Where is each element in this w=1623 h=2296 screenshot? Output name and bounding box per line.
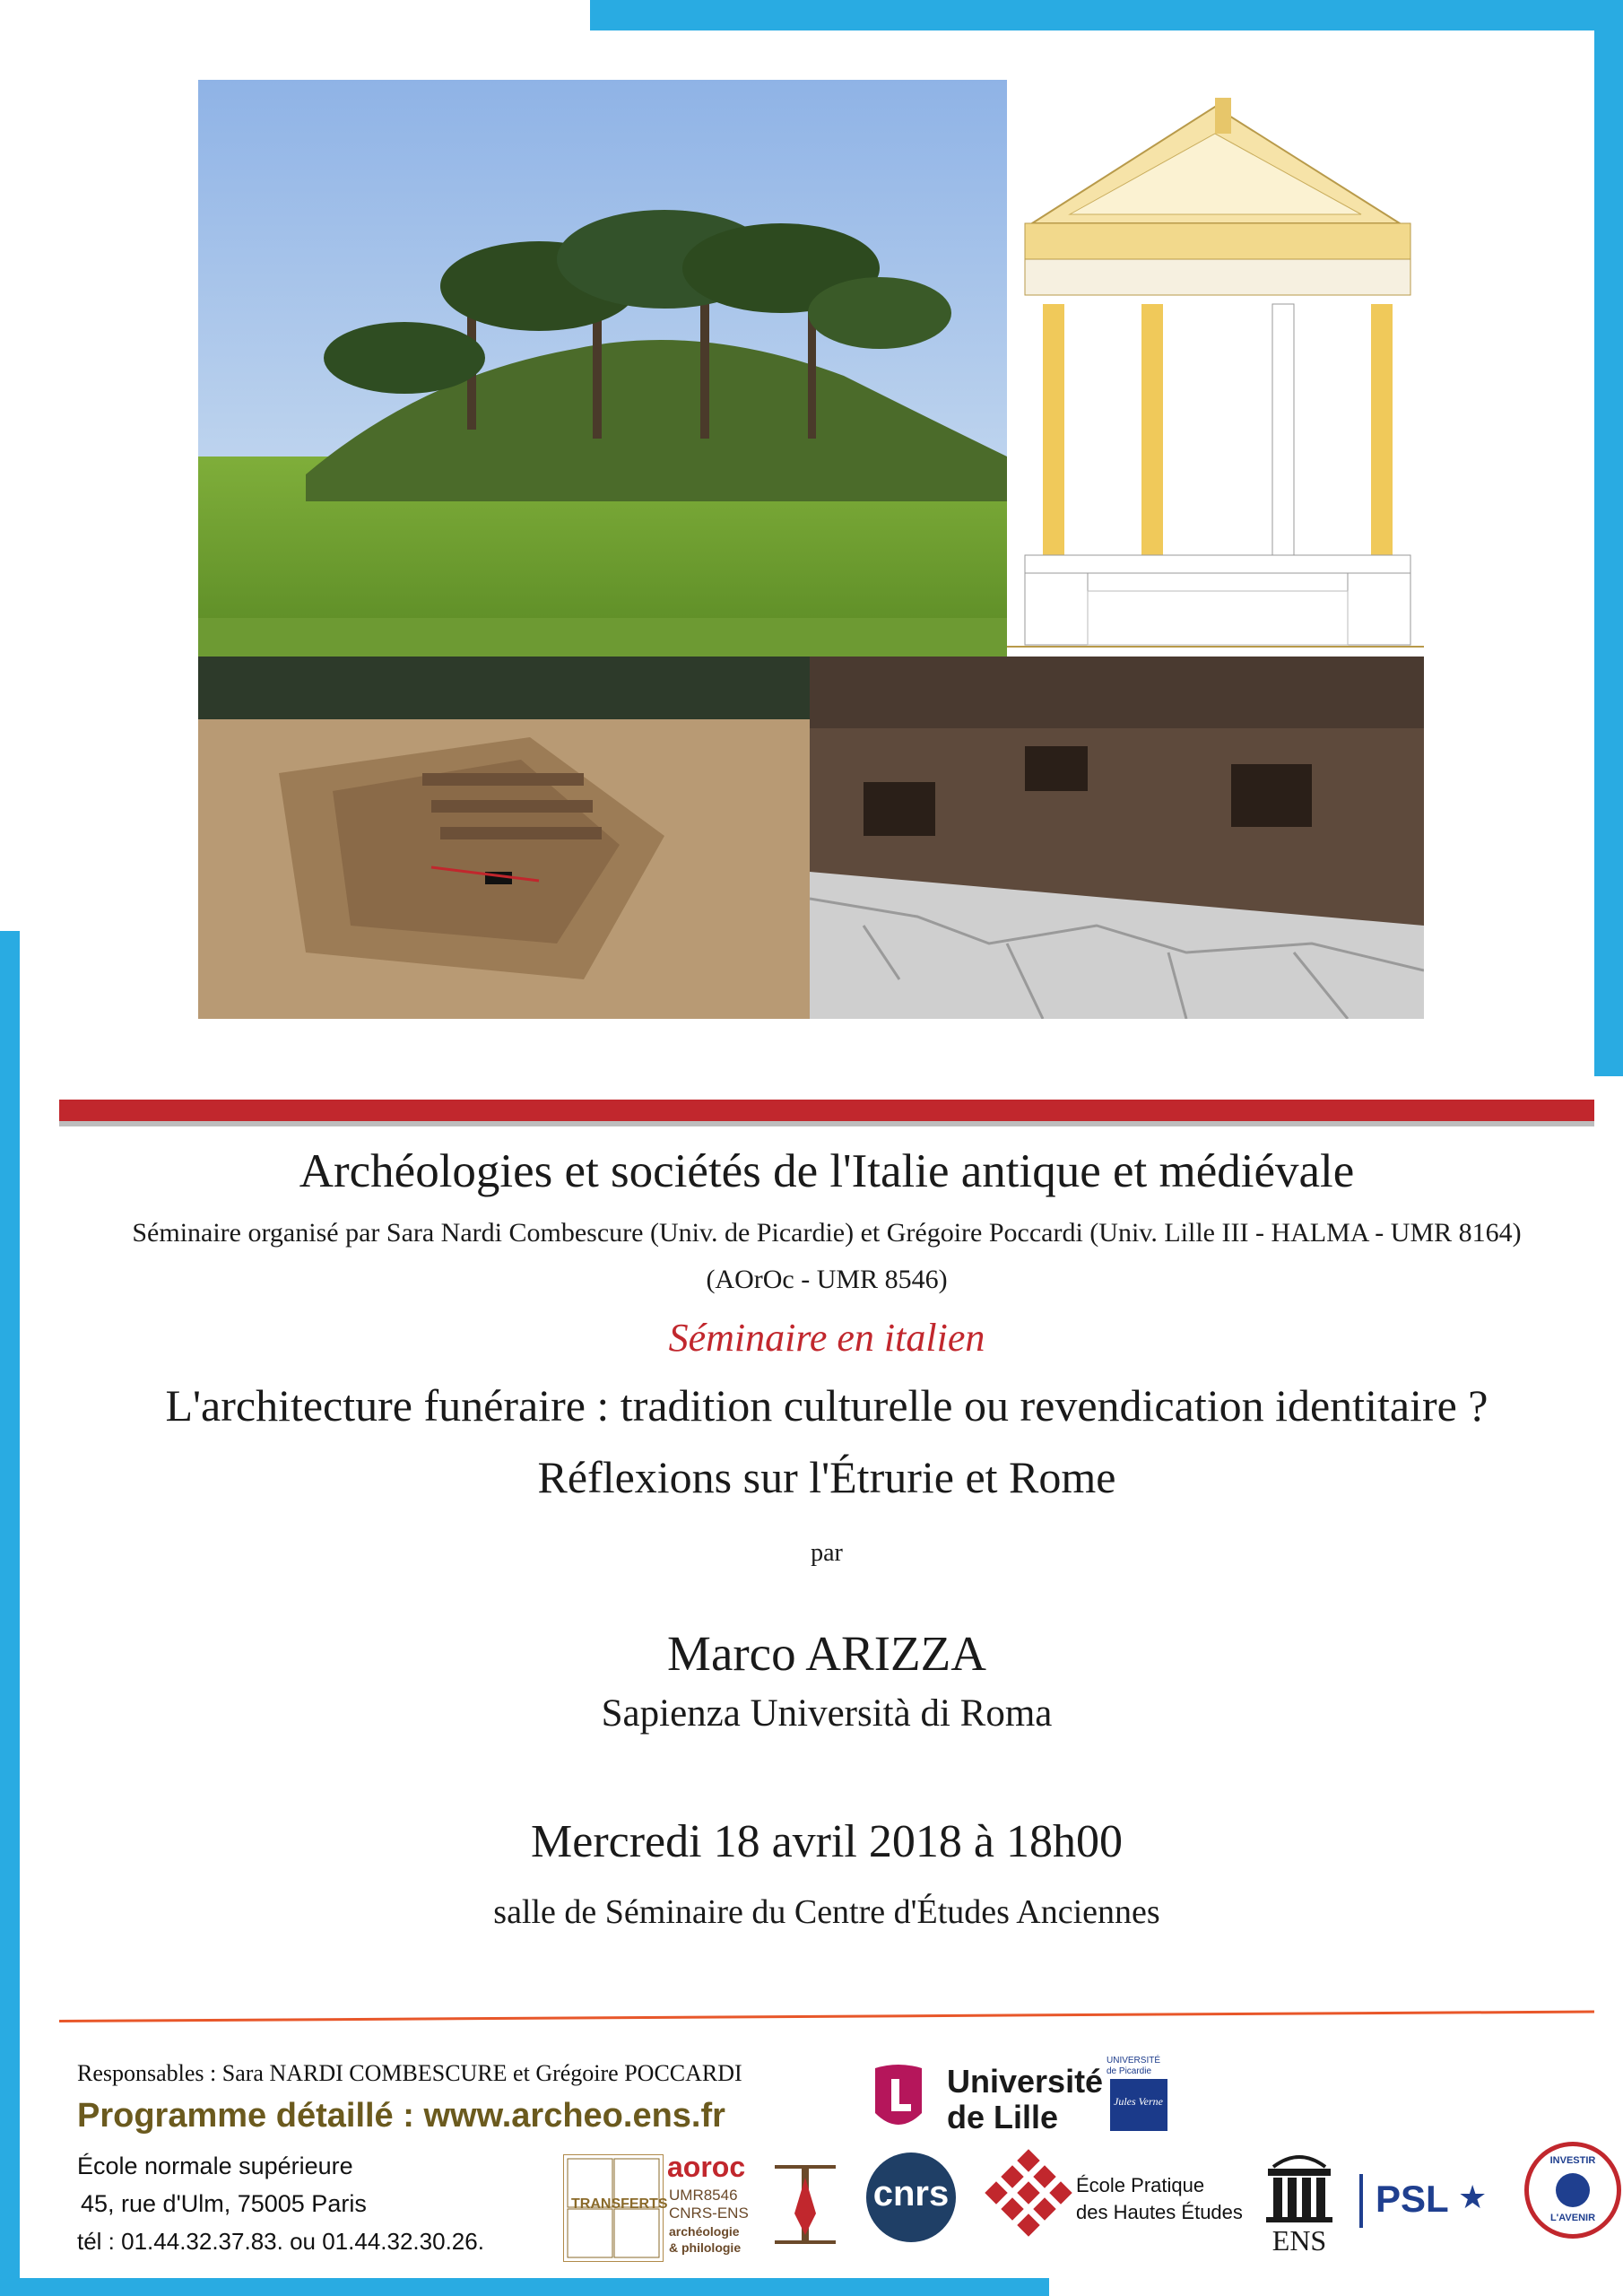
picardie-logo-line-1: UNIVERSITÉ: [1107, 2056, 1161, 2066]
investir-avenir-logo: [1524, 2142, 1621, 2239]
psl-star-icon: ★: [1458, 2179, 1488, 2216]
lille-logo-line-2: de Lille: [947, 2099, 1059, 2135]
section-rule-grey: [59, 1121, 1594, 1126]
ephe-logo-line-1: École Pratique: [1076, 2174, 1205, 2196]
landscape-photo: [198, 80, 1007, 657]
lille-logo-line-1: Université: [947, 2063, 1104, 2100]
ens-logo-text: ENS: [1271, 2224, 1327, 2257]
phone-numbers: tél : 01.44.32.37.83. ou 01.44.32.30.26.: [77, 2228, 484, 2255]
picardie-logo-line-2: de Picardie: [1107, 2066, 1152, 2076]
excavation-photo-1: [198, 657, 810, 1019]
aoroc-logo-name: aoroc: [667, 2151, 746, 2183]
ephe-logo-line-2: des Hautes Études: [1076, 2201, 1243, 2223]
temple-elevation-drawing: [1007, 80, 1424, 657]
universite-de-lille-logo: [872, 2061, 1104, 2138]
aoroc-logo-umr: UMR8546: [669, 2187, 738, 2204]
address-line-1: École normale supérieure: [77, 2152, 353, 2179]
ephe-emblem: [979, 2149, 1078, 2257]
picardie-logo-line-3: Jules Verne: [1114, 2095, 1163, 2108]
responsables-text: Responsables : Sara NARDI COMBESCURE et Grégoire POCCARDI: [77, 2060, 742, 2086]
frame-bottom-bar: [0, 2278, 1049, 2296]
talk-title-line-2: Réflexions sur l'Étrurie et Rome: [537, 1452, 1116, 1502]
frame-left-bar: [0, 931, 20, 2296]
event-date-time: Mercredi 18 avril 2018 à 18h00: [531, 1816, 1123, 1867]
aoroc-logo-cnrs-ens: CNRS-ENS: [669, 2205, 749, 2222]
footer-separator: [59, 2011, 1594, 2022]
aoroc-logo: [667, 2151, 762, 2266]
psl-divider: [1359, 2174, 1363, 2228]
series-title: Archéologies et sociétés de l'Italie antique et médiévale: [299, 1145, 1355, 1197]
transferts-logo: [563, 2154, 668, 2262]
investir-logo-portrait: [1556, 2173, 1590, 2207]
speaker-affiliation: Sapienza Università di Roma: [601, 1692, 1053, 1735]
talk-title-line-1: L'architecture funéraire : tradition culturelle ou revendication identitaire ?: [165, 1380, 1488, 1431]
transferts-logo-text: TRANSFERTS: [571, 2196, 668, 2212]
section-rule-red: [59, 1100, 1594, 1121]
cnrs-logo: [866, 2152, 956, 2242]
excavation-photo-2: [810, 657, 1424, 1019]
cnrs-logo-text: cnrs: [872, 2174, 950, 2213]
language-note: Séminaire en italien: [668, 1316, 985, 1360]
investir-logo-top: INVESTIR: [1549, 2155, 1596, 2166]
programme-link[interactable]: Programme détaillé : www.archeo.ens.fr: [77, 2097, 725, 2135]
psl-logo-text: PSL: [1376, 2178, 1449, 2220]
organizers-line-2: (AOrOc - UMR 8546): [706, 1265, 948, 1294]
frame-right-bar: [1594, 0, 1623, 1076]
universite-picardie-logo: [1107, 2056, 1173, 2136]
ens-logo: [1259, 2149, 1340, 2260]
event-venue: salle de Séminaire du Centre d'Études Anciennes: [493, 1893, 1160, 1931]
aoroc-logo-philologie: & philologie: [669, 2240, 742, 2255]
frame-top-bar: [590, 0, 1623, 30]
aoroc-pen-emblem: [768, 2160, 843, 2249]
address-line-2: 45, rue d'Ulm, 75005 Paris: [81, 2190, 367, 2217]
speaker-name: Marco ARIZZA: [667, 1626, 986, 1681]
aoroc-logo-archeologie: archéologie: [669, 2224, 740, 2239]
by-label: par: [811, 1539, 843, 1567]
investir-logo-bottom: L'AVENIR: [1549, 2213, 1596, 2223]
organizers-line: Séminaire organisé par Sara Nardi Combescure (Univ. de Picardie) et Grégoire Poccardi (Univ. Lille III - HALMA - UMR 8164): [132, 1218, 1522, 1248]
